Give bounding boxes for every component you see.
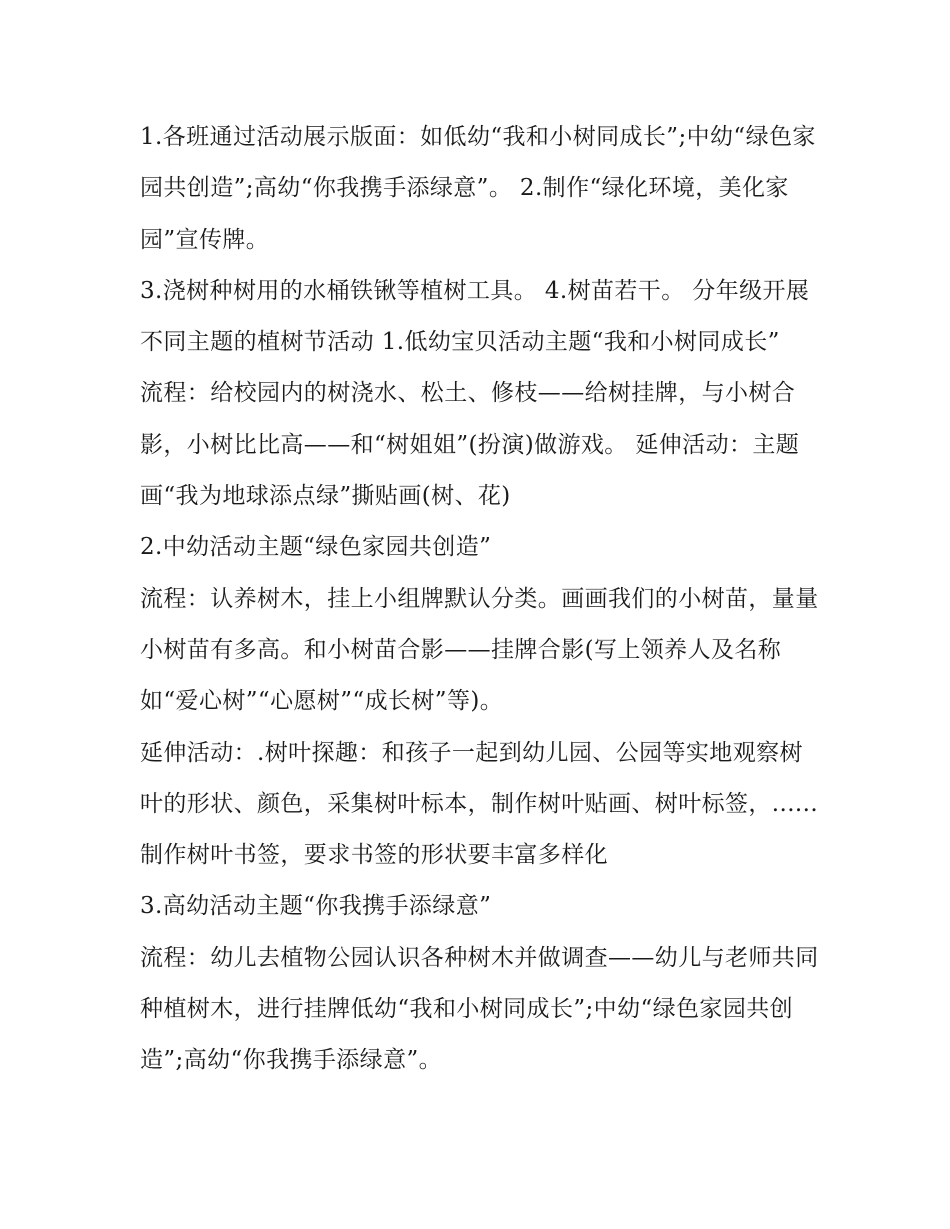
heading-senior-class-theme: 3.高幼活动主题“你我携手添绿意” <box>140 893 492 920</box>
paragraph-middle-extension: 延伸活动：.树叶探趣：和孩子一起到幼儿园、公园等实地观察树叶的形状、颜色，采集树叶标本，制作树叶贴画、树叶标签，......制作树叶书签，要求书签的形状要丰富多样化 <box>140 739 819 869</box>
paragraph-tools-and-themes: 3.浇树种树用的水桶铁锹等植树工具。 4.树苗若干。 分年级开展不同主题的植树节活动 1.低幼宝贝活动主题“我和小树同成长” <box>140 277 810 356</box>
paragraph-materials: 1.各班通过活动展示版面：如低幼“我和小树同成长”;中幼“绿色家园共创造”;高幼“你我携手添绿意”。 2.制作“绿化环境，美化家园”宣传牌。 <box>140 124 816 253</box>
heading-middle-class-theme: 2.中幼活动主题“绿色家园共创造” <box>140 534 492 561</box>
document-body <box>140 112 820 1087</box>
paragraph-middle-process: 流程：认养树木，挂上小组牌默认分类。画画我们的小树苗，量量小树苗有多高。和小树苗合影——挂牌合影(写上领养人及名称如“爱心树”“心愿树”“成长树”等)。 <box>140 585 819 715</box>
paragraph-junior-process: 流程：给校园内的树浇水、松土、修枝——给树挂牌，与小树合影，小树比比高——和“树姐姐”(扮演)做游戏。 延伸活动：主题画“我为地球添点绿”撕贴画(树、花) <box>140 380 800 510</box>
paragraph-senior-process: 流程：幼儿去植物公园认识各种树木并做调查——幼儿与老师共同种植树木，进行挂牌低幼“我和小树同成长”;中幼“绿色家园共创造”;高幼“你我携手添绿意”。 <box>140 944 819 1074</box>
